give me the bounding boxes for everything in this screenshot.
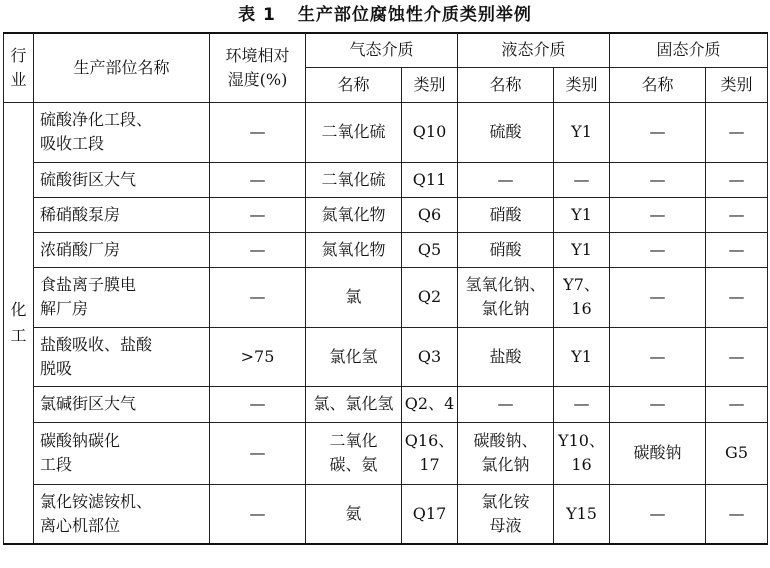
solid-name-cell: — [610,162,706,197]
humidity-cell: — [210,197,306,232]
gas-category-cell: Q2、4 [402,386,458,422]
location-cell: 浓硝酸厂房 [34,232,210,267]
location-cell: 氯碱街区大气 [34,386,210,422]
table-number: 表 1 [238,5,276,25]
liquid-category-cell: Y1 [554,232,610,267]
location-cell: 碳酸钠碳化 工段 [34,422,210,484]
liquid-name-cell: 氢氧化钠、 氯化钠 [458,267,554,327]
gas-category-cell: Q11 [402,162,458,197]
header-gas-name: 名称 [306,67,402,102]
gas-name-cell: 氯化氢 [306,327,402,386]
solid-name-cell: — [610,386,706,422]
liquid-name-cell: — [458,386,554,422]
solid-name-cell: — [610,102,706,162]
liquid-category-cell: Y1 [554,327,610,386]
solid-category-cell: — [706,102,768,162]
solid-category-cell: — [706,267,768,327]
solid-name-cell: — [610,327,706,386]
humidity-cell: >75 [210,327,306,386]
header-gas: 气态介质 [306,33,458,67]
gas-name-cell: 氯 [306,267,402,327]
liquid-category-cell: — [554,386,610,422]
location-cell: 氯化铵滤铵机、 离心机部位 [34,484,210,544]
solid-category-cell: — [706,386,768,422]
header-solid-category: 类别 [706,67,768,102]
liquid-name-cell: 硝酸 [458,197,554,232]
gas-category-cell: Q10 [402,102,458,162]
liquid-category-cell: Y7、16 [554,267,610,327]
liquid-name-cell: 碳酸钠、 氯化钠 [458,422,554,484]
humidity-cell: — [210,232,306,267]
table-row [4,386,768,422]
gas-category-cell: Q3 [402,327,458,386]
liquid-name-cell: 氯化铵 母液 [458,484,554,544]
humidity-cell: — [210,102,306,162]
gas-category-cell: Q17 [402,484,458,544]
gas-category-cell: Q16、 17 [402,422,458,484]
solid-name-cell: — [610,197,706,232]
solid-category-cell: G5 [706,422,768,484]
location-cell: 盐酸吸收、盐酸 脱吸 [34,327,210,386]
gas-name-cell: 二氧化硫 [306,162,402,197]
liquid-name-cell: — [458,162,554,197]
humidity-cell: — [210,162,306,197]
header-gas-category: 类别 [402,67,458,102]
header-location: 生产部位名称 [34,33,210,102]
solid-name-cell: 碳酸钠 [610,422,706,484]
table-row [4,197,768,232]
liquid-name-cell: 硝酸 [458,232,554,267]
table-row [4,162,768,197]
gas-name-cell: 氯、氯化氢 [306,386,402,422]
liquid-category-cell: Y10、 16 [554,422,610,484]
header-solid-name: 名称 [610,67,706,102]
header-industry: 行 业 [4,33,34,102]
liquid-name-cell: 硫酸 [458,102,554,162]
liquid-category-cell: — [554,162,610,197]
solid-category-cell: — [706,162,768,197]
liquid-category-cell: Y1 [554,102,610,162]
humidity-cell: — [210,484,306,544]
table-title: 生产部位腐蚀性介质类别举例 [297,5,532,25]
solid-name-cell: — [610,232,706,267]
table-caption [0,0,770,30]
solid-category-cell: — [706,327,768,386]
gas-category-cell: Q5 [402,232,458,267]
table-row [4,267,768,327]
table-row [4,102,768,162]
gas-name-cell: 氮氧化物 [306,197,402,232]
location-cell: 稀硝酸泵房 [34,197,210,232]
header-humidity: 环境相对 湿度(%) [210,33,306,102]
solid-category-cell: — [706,484,768,544]
table-row [4,327,768,386]
table-row [4,484,768,544]
liquid-name-cell: 盐酸 [458,327,554,386]
header-liquid-category: 类别 [554,67,610,102]
corrosive-media-table [3,32,768,545]
humidity-cell: — [210,267,306,327]
liquid-category-cell: Y15 [554,484,610,544]
location-cell: 食盐离子膜电 解厂房 [34,267,210,327]
humidity-cell: — [210,422,306,484]
table-row [4,422,768,484]
industry-cell: 化 工 [4,102,34,544]
table-row [4,232,768,267]
header-row-1 [4,33,768,67]
gas-category-cell: Q2 [402,267,458,327]
gas-name-cell: 二氧化 碳、氨 [306,422,402,484]
solid-category-cell: — [706,232,768,267]
gas-name-cell: 氨 [306,484,402,544]
header-liquid: 液态介质 [458,33,610,67]
solid-name-cell: — [610,267,706,327]
gas-category-cell: Q6 [402,197,458,232]
header-liquid-name: 名称 [458,67,554,102]
location-cell: 硫酸净化工段、 吸收工段 [34,102,210,162]
gas-name-cell: 二氧化硫 [306,102,402,162]
liquid-category-cell: Y1 [554,197,610,232]
gas-name-cell: 氮氧化物 [306,232,402,267]
header-solid: 固态介质 [610,33,768,67]
solid-category-cell: — [706,197,768,232]
humidity-cell: — [210,386,306,422]
solid-name-cell: — [610,484,706,544]
location-cell: 硫酸街区大气 [34,162,210,197]
